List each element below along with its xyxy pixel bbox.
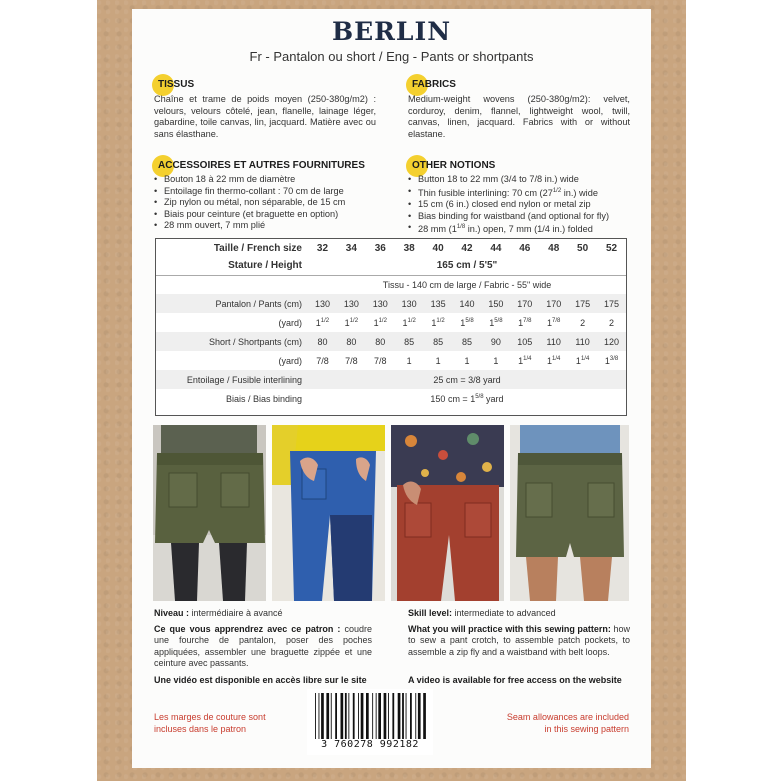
- size-cell: 42: [461, 242, 473, 254]
- barcode-bar: [326, 693, 329, 739]
- barcode-number: 3 760278 992182: [321, 739, 419, 750]
- short-cm-cell: 80: [337, 332, 366, 351]
- short-yard-cell: $1^{3/8}$: [604, 355, 619, 366]
- pattern-info-sheet: [132, 9, 651, 768]
- short-cm-cell: 85: [453, 332, 482, 351]
- fabrics-fr-heading: TISSUS: [158, 79, 194, 90]
- size-cell: 40: [432, 242, 444, 254]
- fabrics-fr-text: Chaîne et trame de poids moyen (250-380g/m2) : velours, velours côtelé, jean, flanelle, lainage léger, gabardine, toile canvas, lin, jacquard. Matière avec ou sans élasthane.: [154, 94, 376, 139]
- pants-cm-cell: 140: [453, 294, 482, 313]
- table-row-pants-yard: [156, 313, 626, 332]
- short-label: Short / Shortpants (cm): [156, 332, 308, 351]
- photo-blue-pants: [272, 425, 385, 601]
- learning-goals-en: What you will practice with this sewing pattern: how to sew a pant crotch, to assemble patch pockets, to assemble a zip fly and a waistband with belt loops.: [408, 624, 630, 657]
- list-item: • Thin fusible interlining: 70 cm ($27^{1/2}$ in.) wide: [408, 186, 638, 200]
- short-yard-cell: 1: [464, 355, 470, 366]
- pants-cm-cell: 175: [597, 294, 626, 313]
- photo-olive-shorts-back: [153, 425, 266, 601]
- size-cell: 32: [316, 242, 329, 254]
- list-item: • Bouton 18 à 22 mm de diamètre: [154, 174, 384, 186]
- short-yard-cell: $1^{1/4}$: [547, 355, 561, 366]
- list-item-continuation: • 28 mm ($1^{1/8}$ in.) open, 7 mm (1/4 in.) folded: [408, 222, 638, 236]
- pants-yard-cell: $1^{7/8}$: [518, 317, 532, 328]
- barcode-bar: [358, 693, 359, 739]
- short-yard-cell: 7/8: [316, 355, 329, 366]
- table-row-pants-cm: [156, 294, 626, 313]
- pants-cm-cell: 130: [395, 294, 424, 313]
- list-item: • Button 18 to 22 mm (3/4 to 7/8 in.) wide: [408, 174, 638, 186]
- short-cm-cell: 80: [366, 332, 395, 351]
- skill-level-en: Skill level: intermediate to advanced: [408, 608, 556, 618]
- table-row-sizes: [156, 239, 626, 257]
- short-yard-cell: $1^{1/4}$: [518, 355, 532, 366]
- barcode-bar: [345, 693, 347, 739]
- short-yard-cell: 1: [406, 355, 412, 366]
- pants-cm-cell: 170: [510, 294, 539, 313]
- barcode-bar: [361, 693, 364, 739]
- pants-yard-cell: 2: [580, 317, 586, 328]
- notions-fr-heading: ACCESSOIRES ET AUTRES FOURNITURES: [158, 160, 365, 171]
- notions-en-list: [408, 174, 638, 236]
- barcode-bar: [378, 693, 381, 739]
- table-row-bias: [156, 389, 626, 408]
- barcode-bar: [410, 693, 412, 739]
- barcode-bar: [384, 693, 387, 739]
- learning-goals-fr: Ce que vous apprendrez avec ce patron : coudre une fourche de pantalon, poser des poches appliquées, assembler une braguette zippée et une ceinture avec passants.: [154, 624, 372, 669]
- fabrics-en-text: Medium-weight wovens (250-380g/m2): velvet, corduroy, denim, flannel, lightweight wool, twill, canvas, linen, jacquard. Fabrics with or without elastane.: [408, 94, 630, 139]
- barcode-bar: [392, 693, 394, 739]
- short-cm-cell: 110: [539, 332, 568, 351]
- size-cell: 48: [548, 242, 560, 254]
- size-cell: 52: [605, 242, 618, 254]
- size-yardage-table: [155, 238, 627, 416]
- barcode-bar: [319, 693, 320, 739]
- list-item-continuation: • 28 mm ouvert, 7 mm plié: [154, 220, 384, 232]
- short-yard-cell: 1: [435, 355, 441, 366]
- notions-en-heading: OTHER NOTIONS: [412, 160, 495, 171]
- table-row-short-cm: [156, 332, 626, 351]
- size-cell: 50: [577, 242, 589, 254]
- short-yard-cell: 1: [493, 355, 499, 366]
- barcode-bar: [335, 693, 337, 739]
- barcode-bar: [415, 693, 416, 739]
- pants-cm-cell: 130: [308, 294, 337, 313]
- pants-cm-cell: 130: [337, 294, 366, 313]
- barcode-bar: [398, 693, 401, 739]
- pants-cm-cell: 170: [539, 294, 568, 313]
- table-row-short-yard: [156, 351, 626, 370]
- pants-yard-cell: $1^{7/8}$: [547, 317, 561, 328]
- pants-cm-cell: 130: [366, 294, 395, 313]
- pants-label: Pantalon / Pants (cm): [156, 294, 308, 313]
- yard-label: (yard): [278, 355, 302, 366]
- pants-yard-cell: $1^{1/2}$: [344, 317, 359, 328]
- barcode-bar: [353, 693, 355, 739]
- barcode-bar: [348, 693, 349, 739]
- table-row-stature: [156, 257, 626, 275]
- size-label: Taille / French size: [213, 242, 302, 254]
- bias-label: Biais / Bias binding: [225, 393, 302, 404]
- barcode-bars: [313, 693, 427, 739]
- seam-allowance-note-fr: Les marges de couture sont incluses dans le patron: [154, 712, 266, 734]
- size-cell: 38: [403, 242, 415, 254]
- photo-rust-pants: [391, 425, 504, 601]
- short-cm-cell: 85: [424, 332, 453, 351]
- garment-photo-strip: [151, 425, 631, 601]
- interlining-label: Entoilage / Fusible interlining: [156, 370, 308, 389]
- short-cm-cell: 105: [510, 332, 539, 351]
- table-row-fabric-note: [156, 275, 626, 294]
- pants-cm-cell: 135: [424, 294, 453, 313]
- pants-yard-cell: $1^{1/2}$: [373, 317, 387, 328]
- pattern-title: BERLIN: [331, 17, 452, 46]
- short-cm-cell: 85: [395, 332, 424, 351]
- short-yard-cell: $1^{1/4}$: [575, 355, 590, 366]
- pants-yard-cell: $1^{1/2}$: [431, 317, 445, 328]
- bias-value: 150 cm = $1^{5/8}$ yard: [430, 393, 504, 404]
- list-item: • Entoilage fin thermo-collant : 70 cm de large: [154, 186, 384, 198]
- barcode-bar: [418, 693, 421, 739]
- list-item: • Biais pour ceinture (et braguette en option): [154, 209, 384, 221]
- interlining-value: 25 cm = 3/8 yard: [308, 370, 626, 389]
- size-cell: 44: [490, 242, 502, 254]
- size-cell: 34: [345, 242, 357, 254]
- barcode-bar: [372, 693, 373, 739]
- short-cm-cell: 110: [568, 332, 597, 351]
- pants-yard-cell: $1^{1/2}$: [315, 317, 330, 328]
- table-row-interlining: [156, 370, 626, 389]
- yard-label: (yard): [278, 317, 302, 328]
- short-yard-cell: 7/8: [345, 355, 358, 366]
- pants-yard-cell: 2: [609, 317, 615, 328]
- barcode-bar: [423, 693, 426, 739]
- barcode-bar: [315, 693, 316, 739]
- fabrics-en-heading: FABRICS: [412, 79, 456, 90]
- stature-label: Stature / Height: [156, 257, 308, 275]
- seam-allowance-note-en: Seam allowances are included in this sewing pattern: [506, 712, 629, 734]
- short-cm-cell: 80: [308, 332, 337, 351]
- fabric-width-note: Tissu - 140 cm de large / Fabric - 55" wide: [382, 279, 552, 290]
- list-item: • Zip nylon ou métal, non séparable, de 15 cm: [154, 197, 384, 209]
- short-cm-cell: 120: [597, 332, 626, 351]
- video-note-fr: Une vidéo est disponible en accès libre sur le site: [154, 675, 367, 685]
- video-note-en: A video is available for free access on the website: [408, 675, 622, 685]
- barcode-bar: [366, 693, 369, 739]
- short-yard-cell: 7/8: [374, 355, 387, 366]
- skill-level-fr: Niveau : intermédiaire à avancé: [154, 608, 283, 618]
- pants-yard-cell: $1^{1/2}$: [402, 317, 416, 328]
- notions-fr-list: [154, 174, 384, 232]
- barcode-bar: [341, 693, 344, 739]
- barcode-bar: [388, 693, 389, 739]
- short-cm-cell: 90: [481, 332, 510, 351]
- size-cell: 46: [519, 242, 531, 254]
- list-item: • 15 cm (6 in.) closed end nylon or metal zip: [408, 199, 638, 211]
- size-cell: 36: [374, 242, 386, 254]
- pants-yard-cell: $1^{5/8}$: [489, 317, 503, 328]
- list-item: • Bias binding for waistband (and optional for fly): [408, 211, 638, 223]
- barcode-bar: [376, 693, 377, 739]
- pants-cm-cell: 175: [568, 294, 597, 313]
- barcode-bar: [402, 693, 404, 739]
- barcode-bar: [331, 693, 332, 739]
- photo-olive-shorts-front: [510, 425, 629, 601]
- barcode-bar: [406, 693, 407, 739]
- barcode: [307, 689, 433, 755]
- stature-value: 165 cm / 5'5": [308, 257, 626, 275]
- pattern-subtitle: Fr - Pantalon ou short / Eng - Pants or shortpants: [249, 49, 534, 64]
- barcode-bar: [321, 693, 324, 739]
- pants-cm-cell: 150: [481, 294, 510, 313]
- pants-yard-cell: $1^{5/8}$: [460, 317, 474, 328]
